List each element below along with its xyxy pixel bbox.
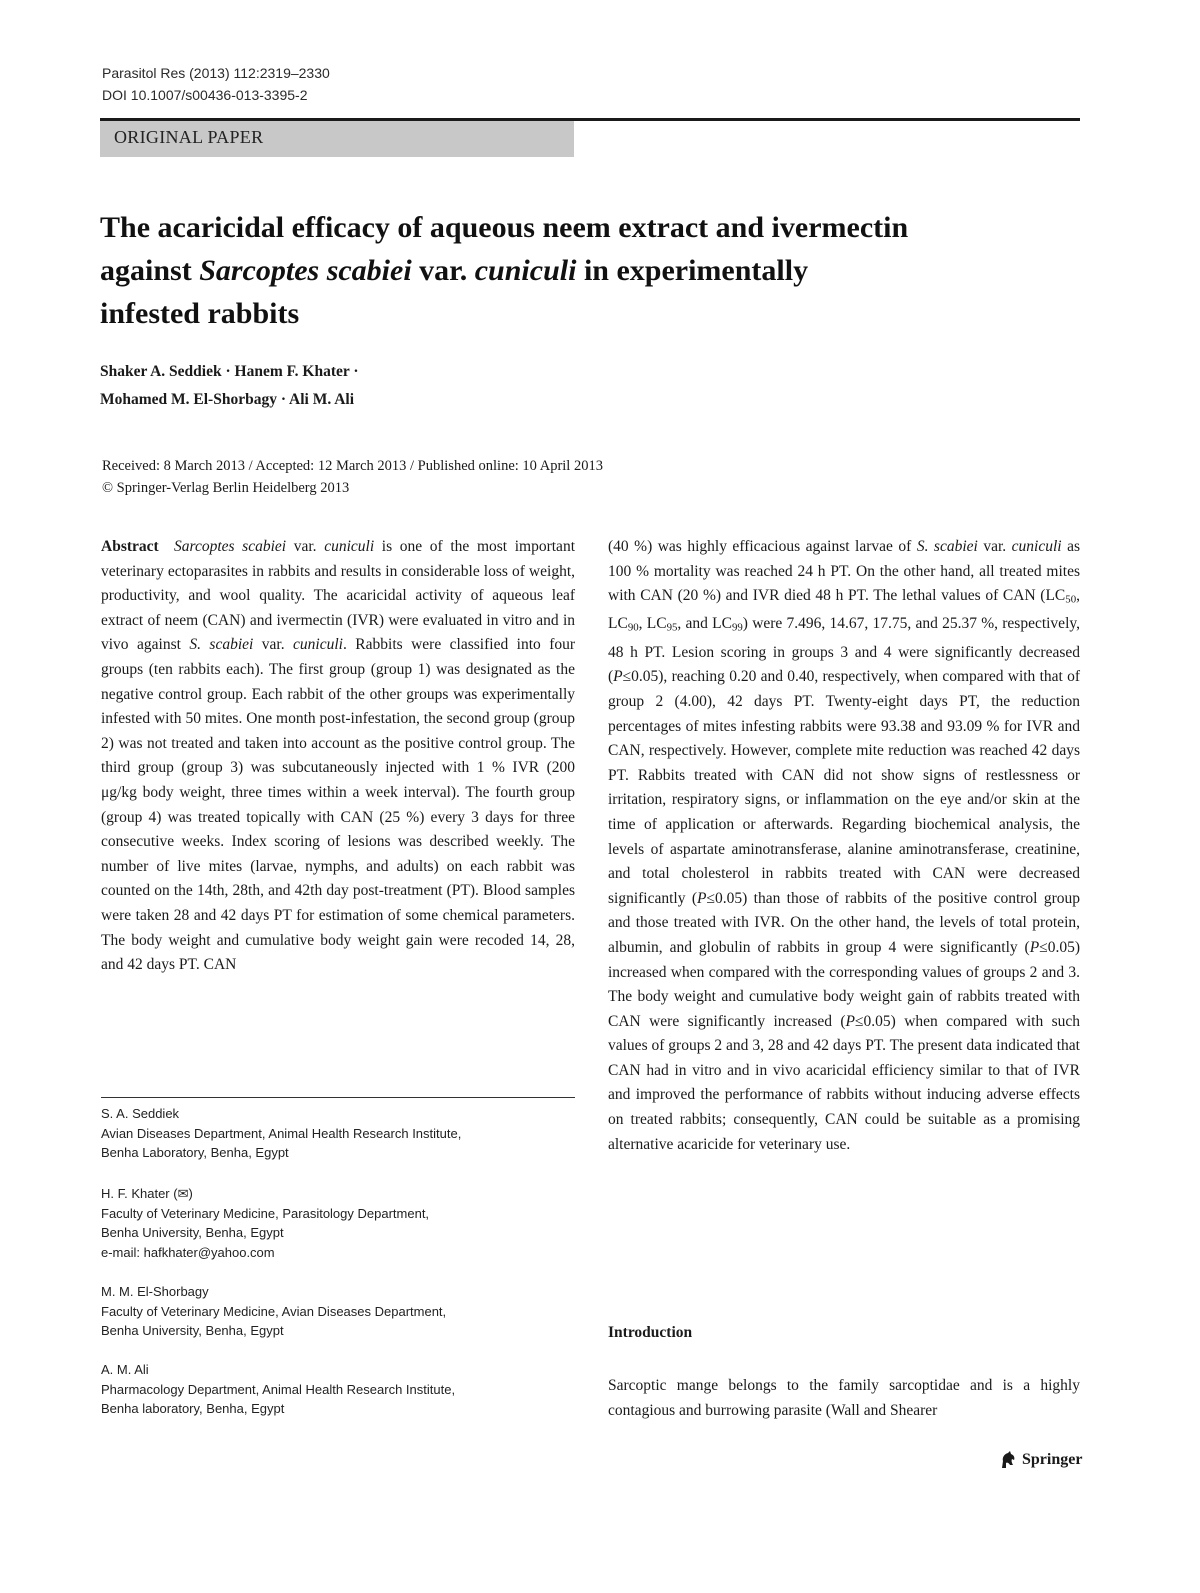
p-symbol: P: [845, 1012, 856, 1030]
p-symbol: P: [697, 889, 707, 907]
springer-horse-icon: [998, 1450, 1018, 1470]
affiliation-name: S. A. Seddiek: [101, 1106, 180, 1121]
abstract-text: ≤0.05) when compared with such values of groups 2 and 3, 28 and 42 days PT. The present data indicated that CAN had in vitro and in vivo acaricidal efficiency similar to that of IVR and improved the performance of rabbits without inducing adverse effects on treated rabbits; consequently, CAN could be suitable as a promising alternative acaricide for veterinary use.: [608, 1012, 1080, 1153]
title-line-1: The acaricidal efficacy of aqueous neem extract and ivermectin: [100, 211, 909, 244]
species-name: S. scabiei: [916, 538, 978, 555]
affiliation: [101, 1282, 575, 1341]
affiliation-rule: [101, 1097, 575, 1098]
affiliation: [101, 1184, 575, 1262]
received-dates: Received: 8 March 2013 / Accepted: 12 March 2013 / Published online: 10 April 2013: [102, 458, 603, 474]
publisher-logo: [998, 1450, 1082, 1470]
affiliation-name: M. M. El-Shorbagy: [101, 1284, 209, 1299]
subscript: 95: [666, 622, 678, 635]
introduction-text: Sarcoptic mange belongs to the family sarcoptidae and is a highly contagious and burrowing parasite (Wall and Shearer: [608, 1377, 1080, 1419]
abstract-left-column: [101, 535, 575, 978]
title-text: var.: [411, 254, 475, 287]
citation: Parasitol Res (2013) 112:2319–2330: [102, 65, 330, 81]
abstract-text: . Rabbits were classified into four groups (ten rabbits each). The first group (group 1) was designated as the negative control group. Each rabbit of the other groups was experimentally infested with 50 mites. One month post-infestation, the second group (group 2) was not treated and taken into account as the positive control group. The third group (group 3) was subcutaneously injected with 1 % IVR (200 μg/kg body weight, three times within a week interval). The fourth group (group 4) was treated topically with CAN (25 %) every 3 days for three consecutive weeks. Index scoring of lesions was described weekly. The number of live mites (larvae, nymphs, and adults) on each rabbit was counted on the 14th, 28th, and 42th day post-treatment (PT). Blood samples were taken 28 and 42 days PT for estimation of some chemical parameters. The body weight and cumulative body weight gain were recoded 14, 28, and 42 days PT. CAN: [101, 636, 576, 974]
p-symbol: P: [1029, 938, 1040, 956]
affiliation-line: Benha Laboratory, Benha, Egypt: [101, 1145, 289, 1160]
abstract-text: ≤0.05) than those of rabbits of the positive control group and those treated with IVR. On the other hand, the levels of total protein, albumin, and globulin of rabbits in group 4 were significantly (: [608, 889, 1080, 956]
title-species: Sarcoptes scabiei: [199, 254, 412, 287]
authors-line-2: Mohamed M. El-Shorbagy · Ali M. Ali: [100, 391, 355, 408]
abstract-text: ) were 7.496, 14.67, 17.75, and 25.37 %, respectively, 48 h PT. Lesion scoring in groups 3 and 4 were significantly decreased (: [608, 615, 1080, 686]
title-line-3: infested rabbits: [100, 297, 300, 330]
affiliation-name: H. F. Khater (✉): [101, 1186, 193, 1201]
affiliation: [101, 1104, 575, 1163]
title-subspecies: cuniculi: [474, 254, 577, 287]
affiliation-line: Pharmacology Department, Animal Health Research Institute,: [101, 1381, 456, 1397]
subscript: 90: [627, 622, 639, 635]
title-line-2: [100, 249, 1080, 292]
species-name: S. scabiei: [189, 636, 254, 654]
abstract-text: var.: [253, 636, 294, 654]
subscript: 99: [731, 622, 743, 635]
dates-block: [102, 455, 1082, 499]
subscript: 50: [1065, 593, 1077, 606]
species-name: cuniculi: [324, 538, 375, 555]
abstract-text: as 100 % mortality was reached 24 h PT. On the other hand, all treated mites with CAN (20 %) and IVR died 48 h PT. The lethal values of CAN (LC: [608, 538, 1081, 605]
abstract-right-column: (40 %) was highly efficacious against larvae of S. scabiei var. cuniculi as 100 % mortality was reached 24 h PT. On the other hand, all treated mites with CAN (20 %) and IVR died 48 h PT. The lethal values of CAN ($LC_{50}$, $LC_{90}$, $LC_{95}$, and $LC_{99}$) were 7.496, 14.67, 17.75, and 25.37 %, respectively, 48 h PT. Lesion scoring in groups 3 and 4 were significantly decreased (P≤0.05), reaching 0.20 and 0.40, respectively, when compared with that of group 2 (4.00), 42 days PT. Twenty-eight days PT, the reduction percentages of mites infesting rabbits were 93.38 and 93.09 % for IVR and CAN, respectively. However, complete mite reduction was reached 42 days PT. Rabbits treated with CAN did not show signs of restlessness or irritation, respiratory signs, or inflammation on the eye and/or skin at the time of application or afterwards. Regarding biochemical analysis, the levels of aspartate aminotransferase, alanine aminotransferase, creatinine, and total cholesterol in rabbits treated with CAN were decreased significantly (P≤0.05) than those of rabbits of the positive control group and those treated with IVR. On the other hand, the levels of total protein, albumin, and globulin of rabbits in group 4 were significantly (P≤0.05) increased when compared with the corresponding values of groups 2 and 3. The body weight and cumulative body weight gain of rabbits treated with CAN were significantly increased (P≤0.05) when compared with such values of groups 2 and 3, 28 and 42 days PT. The present data indicated that CAN had in vitro and in vivo acaricidal efficiency similar to that of IVR and improved the performance of rabbits without inducing adverse effects on treated rabbits; consequently, CAN could be suitable as a promising alternative acaricide for veterinary use.: [608, 538, 1081, 1153]
journal-header: [102, 62, 330, 106]
species-name: cuniculi: [1011, 538, 1062, 555]
abstract-text: , and LC: [677, 615, 732, 633]
title-text: in experimentally: [576, 254, 809, 287]
affiliation-line: Benha laboratory, Benha, Egypt: [101, 1401, 285, 1416]
species-name: Sarcoptes scabiei: [173, 538, 287, 555]
affiliation: [101, 1360, 575, 1419]
abstract-text: is one of the most important veterinary ectoparasites in rabbits and results in considerable loss of weight, productivity, and wool quality. The acaricidal activity of aqueous leaf extract of neem (CAN) and ivermectin (IVR) were evaluated in vitro and in vivo against: [101, 538, 575, 654]
doi: DOI 10.1007/s00436-013-3395-2: [102, 87, 308, 103]
affiliation-line: Avian Diseases Department, Animal Health Research Institute,: [101, 1125, 462, 1141]
abstract-text: var.: [977, 538, 1012, 555]
abstract-text: ≤0.05), reaching 0.20 and 0.40, respectively, when compared with that of group 2 (4.00), 42 days PT. Twenty-eight days PT, the reduction percentages of mites infesting rabbits were 93.38 and 93.09 % for IVR and CAN, respectively. However, complete mite reduction was reached 42 days PT. Rabbits treated with CAN did not show signs of restlessness or irritation, respiratory signs, or inflammation on the eye and/or skin at the time of application or afterwards. Regarding biochemical analysis, the levels of aspartate aminotransferase, alanine aminotransferase, creatinine, and total cholesterol in rabbits treated with CAN were decreased significantly (: [608, 668, 1080, 907]
p-symbol: P: [613, 668, 623, 686]
title-text: against: [100, 254, 200, 287]
abstract-text: ≤0.05) increased when compared with the corresponding values of groups 2 and 3. The body weight and cumulative body weight gain of rabbits treated with CAN were significantly increased (: [608, 938, 1080, 1030]
authors: [100, 358, 1080, 414]
section-tag: ORIGINAL PAPER: [100, 121, 574, 157]
affiliation-line: Faculty of Veterinary Medicine, Parasitology Department,: [101, 1205, 430, 1221]
abstract-text: (40 %) was highly efficacious against larvae of: [608, 538, 917, 555]
abstract-text: var.: [286, 538, 325, 555]
species-name: cuniculi: [293, 636, 343, 654]
publisher-name: Springer: [1022, 1451, 1083, 1468]
article-title: [100, 206, 1080, 335]
copyright: © Springer-Verlag Berlin Heidelberg 2013: [102, 480, 350, 496]
affiliation-name: A. M. Ali: [101, 1362, 149, 1377]
introduction-heading: Introduction: [608, 1324, 693, 1341]
affiliation-line: Benha University, Benha, Egypt: [101, 1323, 284, 1338]
affiliation-line: Benha University, Benha, Egypt: [101, 1225, 284, 1240]
affiliation-line: Faculty of Veterinary Medicine, Avian Diseases Department,: [101, 1303, 447, 1319]
email-link[interactable]: e-mail: hafkhater@yahoo.com: [101, 1244, 275, 1260]
authors-line-1: Shaker A. Seddiek · Hanem F. Khater ·: [100, 363, 359, 380]
abstract-label: Abstract: [101, 538, 159, 555]
